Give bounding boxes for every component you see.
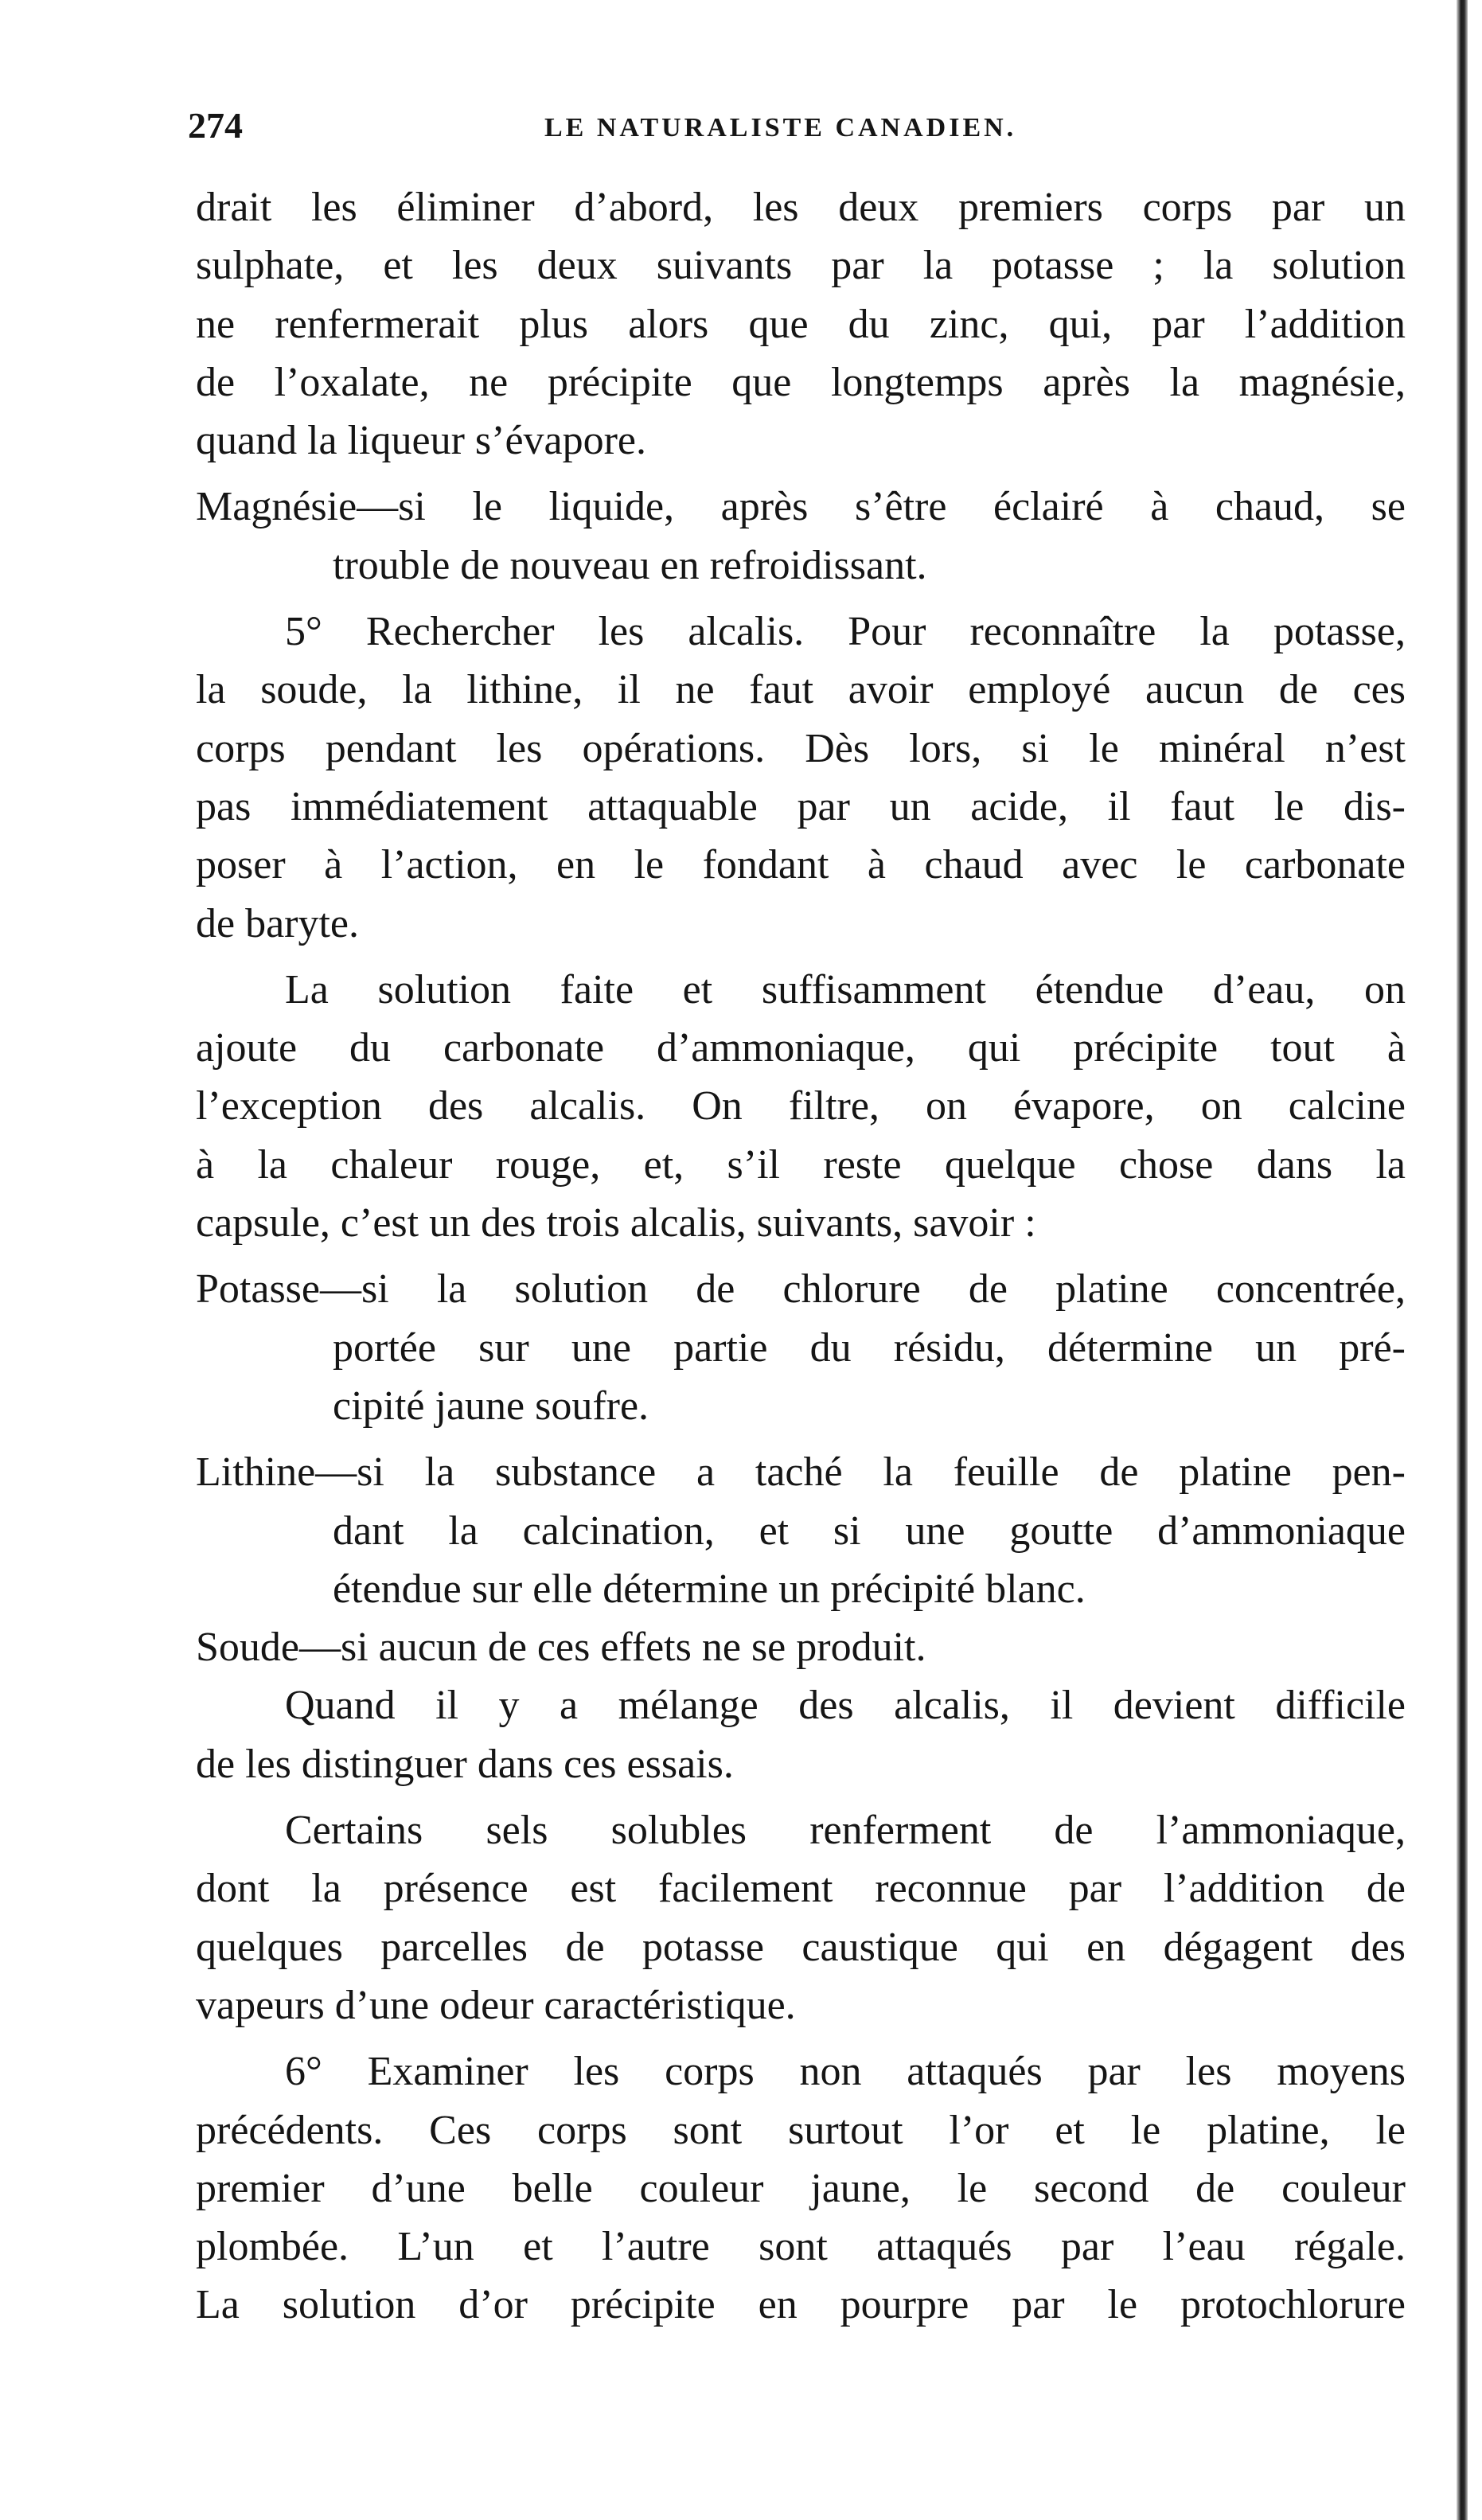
text-line: 6° Examiner les corps non attaqués par les moyens bbox=[285, 2049, 1406, 2095]
paragraph-gap bbox=[196, 595, 1406, 603]
text-line: à la chaleur rouge, et, s’il reste quelque chose dans la bbox=[196, 1141, 1406, 1188]
text-line: cipité jaune soufre. bbox=[333, 1383, 649, 1429]
text-line: Quand il y a mélange des alcalis, il devient difficile bbox=[285, 1683, 1406, 1729]
text-line: dant la calcination, et si une goutte d’ammoniaque bbox=[333, 1508, 1406, 1554]
text-line: ajoute du carbonate d’ammoniaque, qui précipite tout à bbox=[196, 1025, 1406, 1071]
text-line: trouble de nouveau en refroidissant. bbox=[333, 542, 927, 588]
text-line: vapeurs d’une odeur caractéristique. bbox=[196, 1982, 796, 2028]
text-line: corps pendant les opérations. Dès lors, si le minéral n’est bbox=[196, 725, 1406, 771]
paragraph-gap bbox=[196, 953, 1406, 961]
text-line: Certains sels solubles renferment de l’ammoniaque, bbox=[285, 1808, 1406, 1854]
text-line: de les distinguer dans ces essais. bbox=[196, 1741, 734, 1787]
text-line: 5° Rechercher les alcalis. Pour reconnaître la potasse, bbox=[285, 609, 1406, 655]
text-line: Soude—si aucun de ces effets ne se produit. bbox=[196, 1625, 926, 1671]
running-title: LE NATURALISTE CANADIEN. bbox=[544, 113, 1017, 142]
text-line: quelques parcelles de potasse caustique qui en dégagent des bbox=[196, 1924, 1406, 1970]
text-line: Potasse—si la solution de chlorure de platine concentrée, bbox=[196, 1266, 1406, 1313]
page-binding-edge bbox=[1457, 0, 1468, 2520]
page-number: 274 bbox=[188, 105, 243, 146]
text-line: La solution d’or précipite en pourpre par le protochlorure bbox=[196, 2282, 1406, 2328]
text-line: l’exception des alcalis. On filtre, on évapore, on calcine bbox=[196, 1083, 1406, 1129]
text-line: quand la liqueur s’évapore. bbox=[196, 418, 647, 464]
text-line: dont la présence est facilement reconnue par l’addition de bbox=[196, 1866, 1406, 1912]
text-line: la soude, la lithine, il ne faut avoir employé aucun de ces bbox=[196, 667, 1406, 713]
text-line: Lithine—si la substance a taché la feuille de platine pen- bbox=[196, 1449, 1406, 1496]
body-text bbox=[196, 178, 1406, 2335]
text-line: pas immédiatement attaquable par un acide, il faut le dis- bbox=[196, 783, 1406, 829]
text-line: précédents. Ces corps sont surtout l’or et le platine, le bbox=[196, 2107, 1406, 2153]
text-line: étendue sur elle détermine un précipité blanc. bbox=[333, 1566, 1086, 1612]
text-line: poser à l’action, en le fondant à chaud avec le carbonate bbox=[196, 842, 1406, 888]
text-line: de baryte. bbox=[196, 900, 360, 946]
text-line: premier d’une belle couleur jaune, le second de couleur bbox=[196, 2165, 1406, 2211]
paragraph-gap bbox=[196, 1793, 1406, 1801]
text-line: portée sur une partie du résidu, détermine un pré- bbox=[333, 1324, 1406, 1371]
text-line: plombée. L’un et l’autre sont attaqués par l’eau régale. bbox=[196, 2224, 1406, 2270]
paragraph-gap bbox=[196, 1435, 1406, 1443]
text-line: Magnésie—si le liquide, après s’être éclairé à chaud, se bbox=[196, 484, 1406, 530]
text-line: capsule, c’est un des trois alcalis, suivants, savoir : bbox=[196, 1200, 1036, 1246]
page-header bbox=[188, 102, 1095, 158]
paragraph-gap bbox=[196, 470, 1406, 478]
paragraph-gap bbox=[196, 2034, 1406, 2042]
text-line: ne renfermerait plus alors que du zinc, qui, par l’addition bbox=[196, 301, 1406, 347]
paragraph-gap bbox=[196, 1252, 1406, 1260]
text-line: de l’oxalate, ne précipite que longtemps après la magnésie, bbox=[196, 359, 1406, 405]
text-line: drait les éliminer d’abord, les deux premiers corps par un bbox=[196, 185, 1406, 230]
text-line: sulphate, et les deux suivants par la potasse ; la solution bbox=[196, 243, 1406, 289]
text-line: La solution faite et suffisamment étendue d’eau, on bbox=[285, 966, 1406, 1012]
